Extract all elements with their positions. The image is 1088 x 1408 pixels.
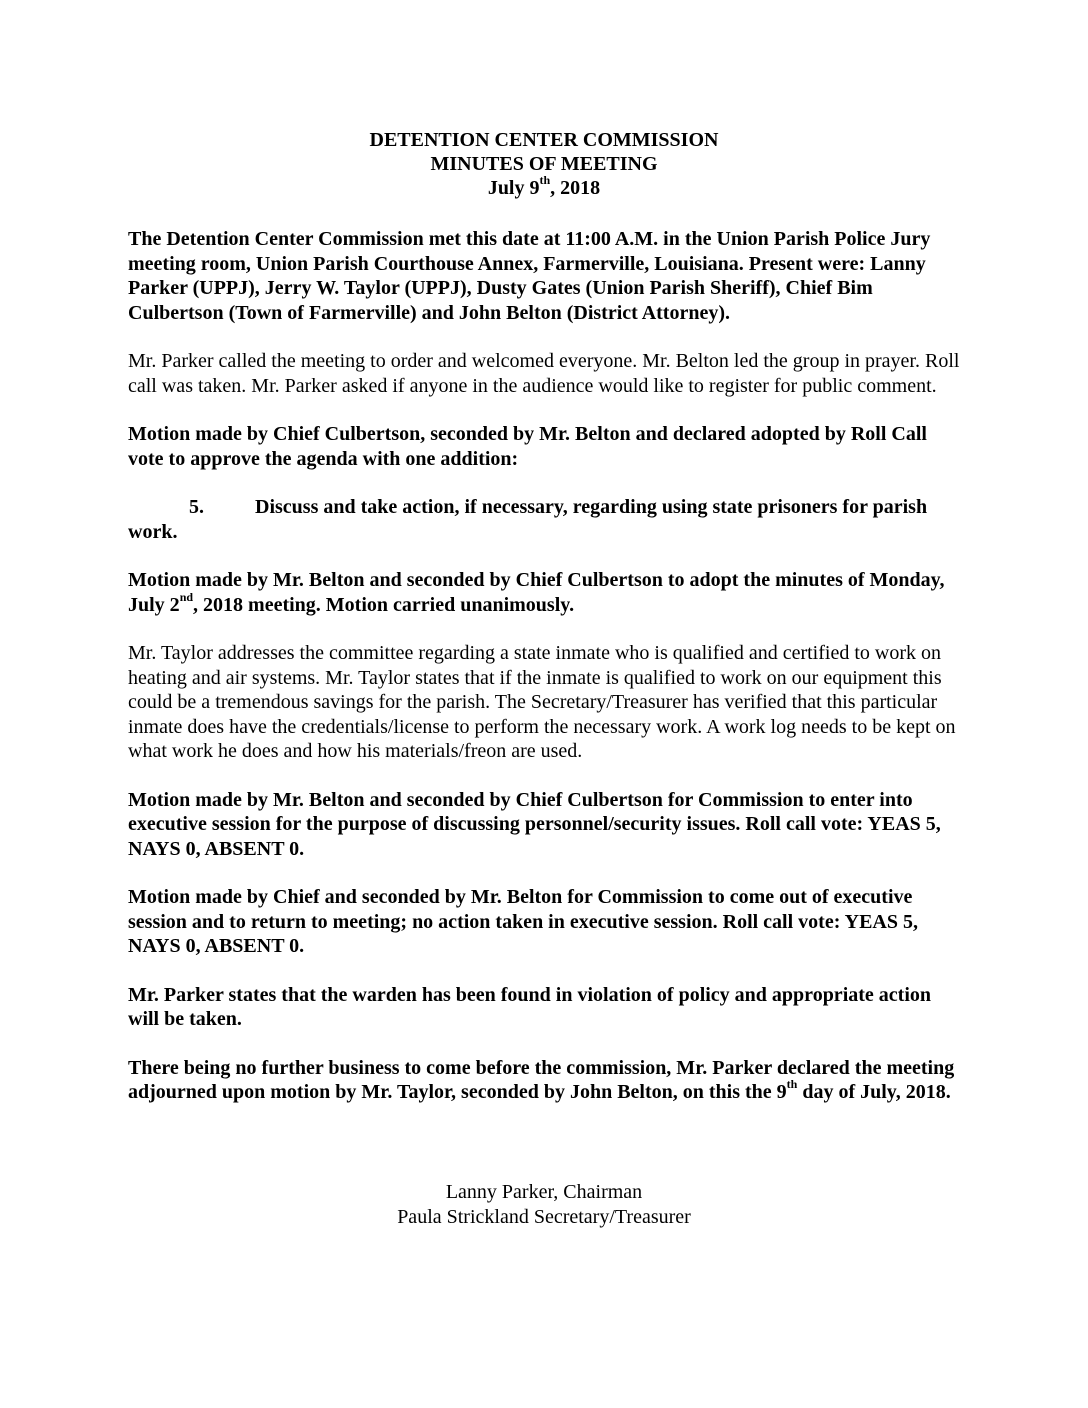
adjournment-prefix: There being no further business to come before the commission, Mr. Parker declared the meeting adjourned upon motion by Mr. Taylor, seconded by John Belton, on this the 9 bbox=[128, 1056, 955, 1103]
minutes-motion-prefix: Motion made by Mr. Belton and seconded by Chief Culbertson to adopt the minutes of Monday, July 2 bbox=[128, 569, 945, 616]
signature-block bbox=[0, 1180, 1088, 1229]
minutes-motion-paragraph bbox=[128, 568, 962, 617]
agenda-item-text: Discuss and take action, if necessary, regarding using state prisoners for parish work. bbox=[128, 496, 928, 543]
warden-paragraph: Mr. Parker states that the warden has been found in violation of policy and appropriate action will be taken. bbox=[128, 983, 931, 1030]
secretary-signature: Paula Strickland Secretary/Treasurer bbox=[397, 1205, 691, 1228]
meeting-date bbox=[0, 173, 1088, 200]
agenda-motion-paragraph: Motion made by Chief Culbertson, seconded by Mr. Belton and declared adopted by Roll Call vote to approve the agenda with one addition: bbox=[128, 423, 927, 470]
minutes-motion-sup: nd bbox=[179, 589, 194, 604]
adjournment-sup: th bbox=[786, 1077, 798, 1092]
agenda-item bbox=[128, 495, 962, 544]
meeting-date-prefix: July 9 bbox=[487, 177, 540, 199]
taylor-discussion-paragraph: Mr. Taylor addresses the committee regarding a state inmate who is qualified and certified to work on heating and air systems. Mr. Taylor states that if the inmate is qualified to work on our equipment this could be a tremendous savings for the parish. The Secretary/Treasurer has verified that this particular inmate does have the credentials/license to perform the necessary work. A work log needs to be kept on what work he does and how his materials/freon are used. bbox=[128, 642, 956, 762]
executive-session-enter-paragraph: Motion made by Mr. Belton and seconded by Chief Culbertson for Commission to enter into executive session for the purpose of discussing personnel/security issues. Roll call vote: YEAS 5, NAYS 0, ABSENT 0. bbox=[128, 788, 941, 860]
meeting-date-sup: th bbox=[539, 173, 551, 188]
meeting-date-suffix: , 2018 bbox=[550, 177, 601, 199]
minutes-body bbox=[128, 227, 962, 1129]
adjournment-suffix: day of July, 2018. bbox=[797, 1081, 951, 1103]
minutes-title: MINUTES OF MEETING bbox=[430, 153, 658, 175]
commission-title: DETENTION CENTER COMMISSION bbox=[369, 129, 719, 151]
adjournment-paragraph bbox=[128, 1056, 962, 1105]
agenda-item-number: 5. bbox=[189, 496, 204, 518]
attendance-paragraph: The Detention Center Commission met this date at 11:00 A.M. in the Union Parish Police Jury meeting room, Union Parish Courthouse Annex, Farmerville, Louisiana. Present were: Lanny Parker (UPPJ), Jerry W. Taylor (UPPJ), Dusty Gates (Union Parish Sheriff), Chief Bim Culbertson (Town of Farmerville) and John Belton (District Attorney). bbox=[128, 228, 931, 324]
opening-paragraph: Mr. Parker called the meeting to order and welcomed everyone. Mr. Belton led the group in prayer. Roll call was taken. Mr. Parker asked if anyone in the audience would like to register for public comment. bbox=[128, 350, 960, 397]
chairman-signature: Lanny Parker, Chairman bbox=[445, 1181, 643, 1203]
executive-session-exit-paragraph: Motion made by Chief and seconded by Mr. Belton for Commission to come out of executive session and to return to meeting; no action taken in executive session. Roll call vote: YEAS 5, NAYS 0, ABSENT 0. bbox=[128, 886, 918, 957]
document-header bbox=[0, 128, 1088, 200]
minutes-motion-suffix: , 2018 meeting. Motion carried unanimously. bbox=[193, 593, 575, 616]
